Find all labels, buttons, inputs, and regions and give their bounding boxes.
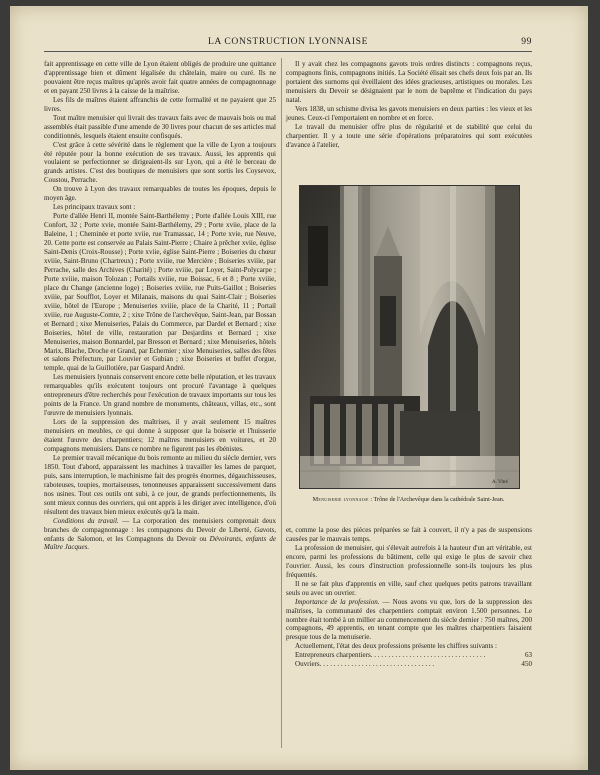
paragraph: La profession de menuisier, qui s'élevait autrefois à la hauteur d'un art véritable, est encore, parmi les professions du bâtiment, celle qui exige le plus de savoir chez l'ouvrier. Aussi, les cours d'instruction professionnelle sont-ils toujours les plus fréquentés.	[286, 543, 532, 579]
leader-dots	[320, 660, 520, 669]
stats-value: 450	[521, 660, 532, 669]
paragraph-text: , enfants de Salomon, et les Compagnons du Devoir ou	[44, 525, 276, 543]
paragraph-text: — La corporation des menuisiers comprenait deux branches de compagnonnage : les compagnons du Devoir de Liberté,	[44, 516, 276, 534]
running-header	[44, 36, 532, 50]
paragraph: Les fils de maîtres étaient affranchis de cette formalité et ne payaient que 25 livres.	[44, 95, 276, 113]
photo-illustration	[300, 186, 519, 488]
stats-row	[286, 651, 532, 660]
emphasis: Dévoirants, enfants de Maître Jacques.	[44, 534, 276, 552]
paragraph: On trouve à Lyon des travaux remarquables de toutes les époques, depuis le moyen âge.	[44, 185, 276, 203]
journal-title: LA CONSTRUCTION LYONNAISE	[207, 36, 369, 47]
paragraph: Il ne se fait plus d'apprentis en ville, sauf chez quelques petits patrons travaillant seuls ou avec un ouvrier.	[286, 579, 532, 597]
paragraph: Les menuisiers lyonnais conservent encore cette belle réputation, et les travaux remarquables qu'ils exécutent toujours ont procuré l'avantage à quelques entrepreneurs d'être recherchés pour l'exécution de travaux importants sur tous les points de la France. Un grand nombre de monuments, châteaux, villas, etc., sont l'œuvre de menuisiers lyonnais.	[44, 373, 276, 418]
paragraph: Lors de la suppression des maîtrises, il y avait seulement 15 maîtres menuisiers en meubles, ce qui donne à supposer que la boiserie et l'huisserie étaient l'œuvre des charpentiers; 12 maîtres menuisiers en voitures, et 20 compagnons menuisiers. Dans ce nombre ne figurent pas les ébénistes.	[44, 418, 276, 453]
cathedral-photo	[299, 185, 520, 489]
paragraph: C'est grâce à cette sévérité dans le règlement que la ville de Lyon a toujours été réputée pour la bonne exécution de ses travaux. Aussi, les apprentis qui voulaient se perfectionner se dirigeaient-ils sur Lyon, qui a été le berceau de grands artistes. C'est des boutiques de menuisiers que sont sortis les Coysevox, Coustou, Perrache.	[44, 140, 276, 185]
paragraph: Le travail du menuisier offre plus de régularité et de stabilité que celui du charpentier. Il y a toute une série d'opérations préparatoires qui sont exécutées d'avance à l'atelier,	[286, 122, 532, 149]
stats-label: Ouvriers	[295, 660, 320, 669]
paragraph: Il y avait chez les compagnons gavots trois ordres distincts : compagnons reçus, compagnons finis, compagnons initiés. La Société élisait ses chefs deux fois par an. Ils portaient des surnoms qui éveillaient des idées gracieuses, artistiques ou morales. Les menuisiers du Devoir se désignaient par le nom de baptême et l'indication du pays natal.	[286, 60, 532, 104]
caption-label: Menuiserie lyonnaise	[312, 496, 369, 503]
paragraph-text: — Nous avons vu que, lors de la suppression des maîtrises, la communauté des charpentiers comptait environ 1.500 personnes. Le nombre était tombé à un millier au commencement du siècle dernier : 750 maîtres, 200 compagnons, 49 apprentis, en tenant compte que les maîtres charpentiers faisaient presque tous de la menuiserie.	[286, 597, 532, 642]
page-number: 99	[521, 36, 532, 47]
paragraph: fait apprentissage en cette ville de Lyon étaient obligés de produire une quittance d'apprentissage bien et dûment légalisée du châtelain, maire ou curé. Ils ne pouvaient être reçus maîtres qu'après avoir fait quatre années de compagnonnage et en payant 250 livres à la caisse de la maîtrise.	[44, 60, 276, 95]
stats-label: Entrepreneurs charpentiers	[295, 651, 371, 660]
column-divider	[281, 58, 282, 748]
paragraph: et, comme la pose des pièces préparées se fait à couvert, il n'y a pas de suspensions causées par le mauvais temps.	[286, 526, 532, 543]
photo-signature: A. Vitré	[492, 480, 508, 485]
stats-value: 63	[524, 651, 532, 660]
paragraph-conditions	[44, 517, 276, 553]
paragraph: Actuellement, l'état des deux professions présente les chiffres suivants :	[295, 642, 497, 651]
section-term: Conditions du travail.	[53, 516, 119, 525]
paragraph: Les principaux travaux sont :	[53, 203, 136, 212]
stats-row	[286, 660, 532, 669]
section-term: Importance de la profession.	[295, 597, 380, 606]
header-rule	[44, 51, 532, 52]
left-column	[44, 60, 276, 750]
paragraph: Tout maître menuisier qui livrait des travaux faits avec de mauvais bois ou mal assemblés était passible d'une amende de 30 livres pour chacun de ses articles mal conditionnés, lesquels étaient ensuite confisqués.	[44, 113, 276, 140]
right-column-top	[286, 60, 532, 150]
paragraph: Porte d'allée Henri II, montée Saint-Barthélemy ; Porte d'allée Louis XIII, rue Confort, 32 ; Porte xvie, montée Saint-Barthélemy, 29 ; Porte xviie, place de la Baleine, 1 ; Cheminée et porte xviie, rue Tramassac, 14 ; Porte xvie, rue Neuve, 20. Cette porte est conservée au Palais Saint-Pierre ; Chaire à prêcher xviie, église Saint-Denis (Croix-Rousse) ; Porte xviie, église Saint-Pierre ; Boiseries du chœur xviiie, Saint-Bruno (Chartreux) ; Porte xviiie, rue Mercière ; Boiseries xviiie, par Perrache, salle des Archives (Charité) ; Porte xviiie, par Loyer, Saint-Polycarpe ; Porte xviiie, maison Tolozan ; Portails xviiie, rue Boissac, 6 et 8 ; Porte xviiie, place du Change (ancienne loge) ; Boiseries xviiie, rue Puits-Gaillot ; Boiseries xviiie, par Soufflot, Loyer et Milanais, maisons du quai Saint-Clair ; Boiseries xviiie, hôtel de l'Europe ; Menuiseries xviiie, place de la Charité, 11 ; Portail xviiie, rue Auguste-Comte, 2 ; xixe Trône de l'archevêque, Saint-Jean, par Bossan et Bernard ; xixe Menuiseries, Palais du Commerce, par Dardel et Bernard ; xixe Boiseries, hôtel de ville, restauration par Desjardins et Bernard ; xixe Menuiseries, maison Bonnardel, par Bresson et Bernard ; xixe Menuiseries, hôtels Marix, Blache, Droche et Grand, par Echernier ; xixe Menuiseries, salles des fêtes et salons Préfecture, par Louvier et Gubian ; xixe Boiseries et buffet d'orgue, temple, quai de la Guillotière, par Gaspard André.	[44, 212, 276, 373]
paragraph: Le premier travail mécanique du bois remonte au milieu du siècle dernier, vers 1850. Tout d'abord, apparaissent les machines à travailler les lames de parquet, puis, sans interruption, le machinisme fait des progrès énormes, dégauchisseuses, raboteuses, toupies, mortaiseuses, tenonneuses apparaissent successivement dans nos usines. Tout ces outils ont subi, à ce jour, de grands perfectionnements, ils sont mieux connus des ouvriers, qui ont appris à les diriger avec intelligence, d'où résultent des travaux bien mieux exécutés qu'à la main.	[44, 453, 276, 516]
paragraph-importance	[286, 598, 532, 643]
emphasis: Gavots	[254, 525, 275, 534]
figure-caption	[296, 496, 521, 505]
caption-text: : Trône de l'Archevêque dans la cathédrale Saint-Jean.	[368, 496, 505, 503]
right-column-bottom	[286, 526, 532, 669]
leader-dots	[371, 651, 523, 660]
paragraph: Vers 1838, un schisme divisa les gavots menuisiers en deux parties : les vieux et les jeunes. Ceux-ci l'emportaient en nombre et en force.	[286, 104, 532, 122]
